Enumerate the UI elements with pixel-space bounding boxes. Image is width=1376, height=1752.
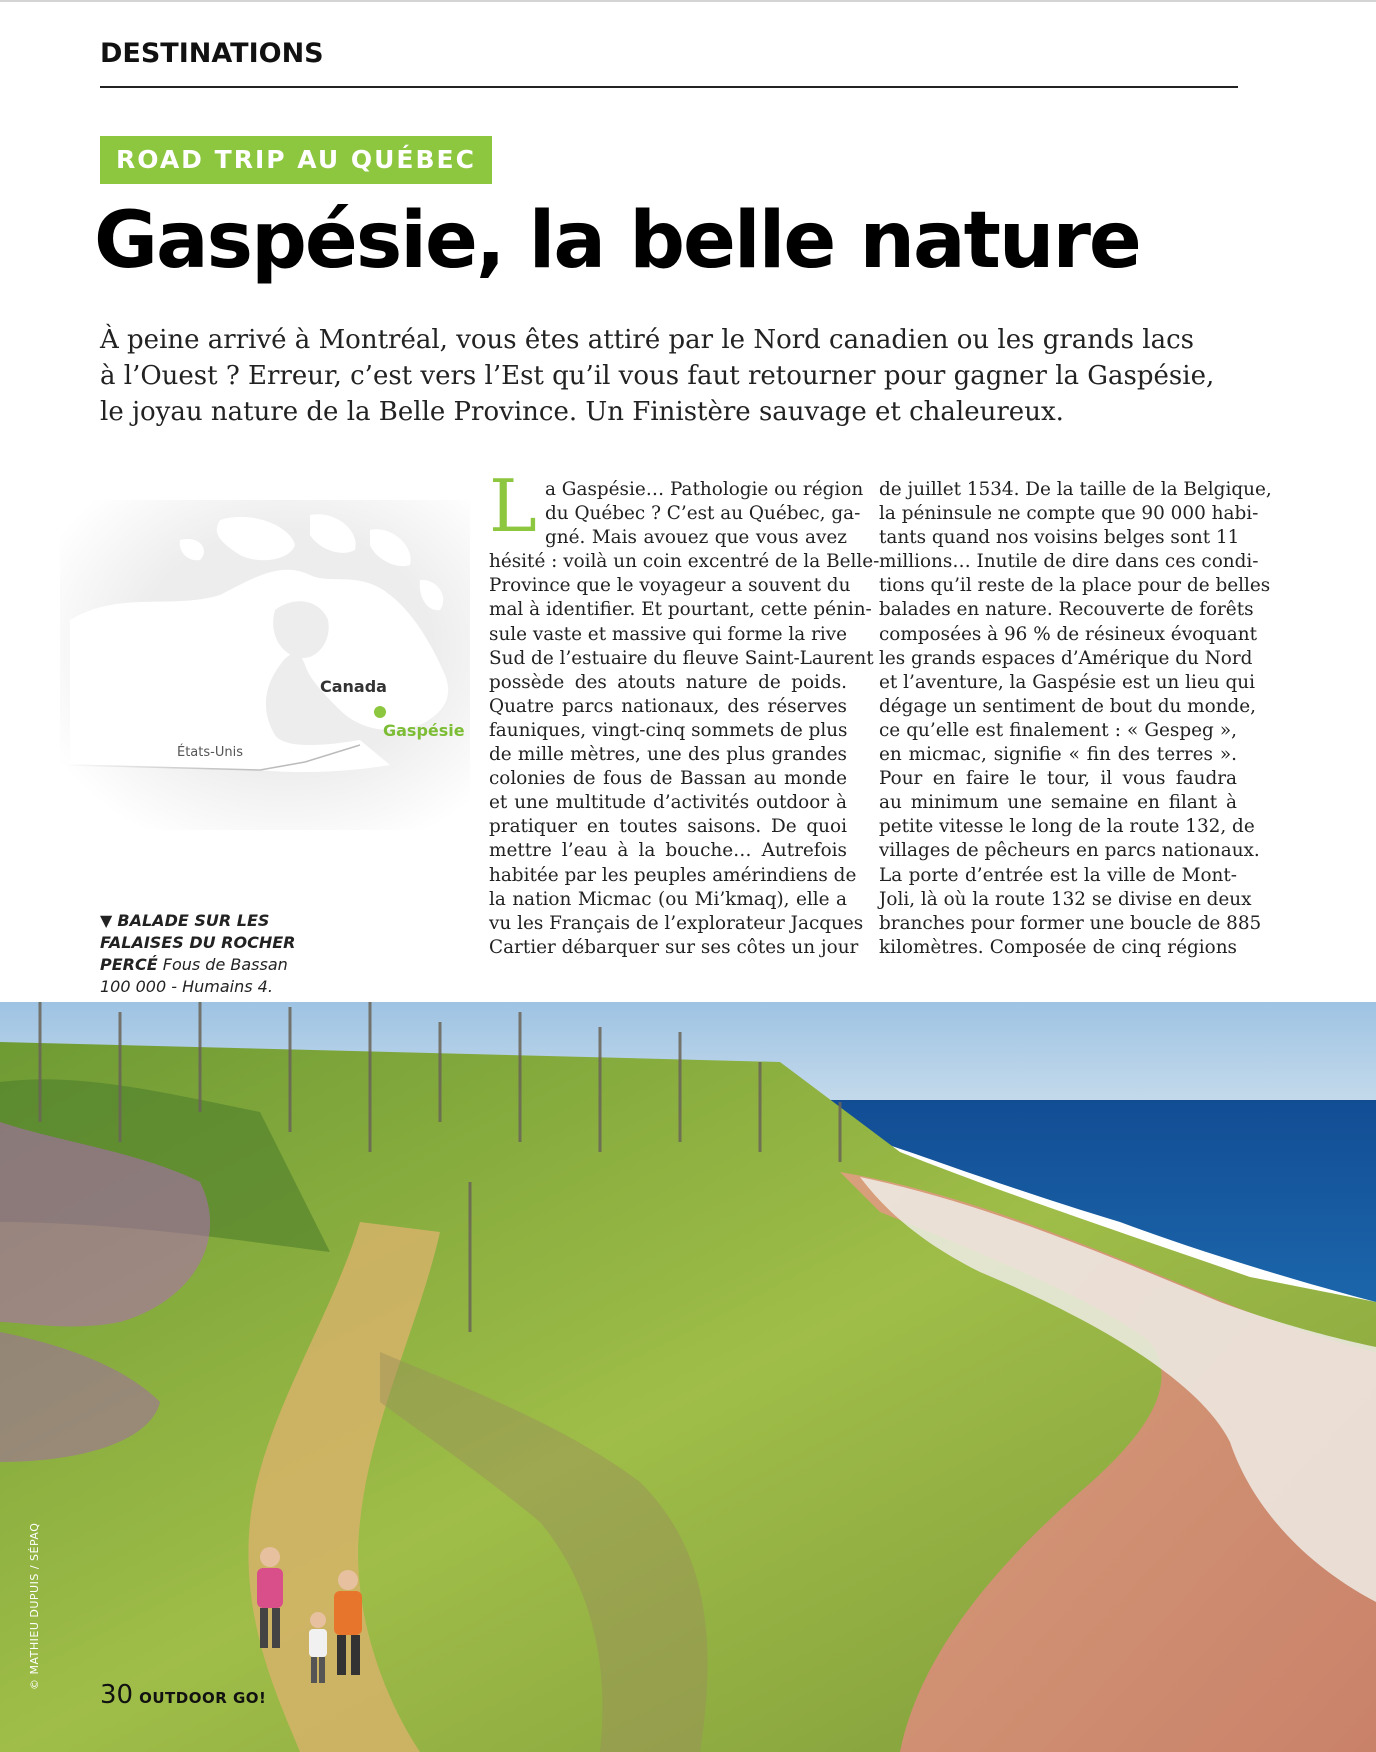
body-line: fauniques, vingt-cinq sommets de plus	[489, 719, 848, 741]
caption-marker: ▼	[100, 911, 113, 930]
caption-text: Fous de Bassan 100 000 - Humains 4.	[100, 955, 288, 996]
body-line: de juillet 1534. De la taille de la Belgique,	[879, 479, 1272, 500]
body-line: mettre l’eau à la bouche… Autrefois	[489, 840, 847, 862]
body-line: Cartier débarquer sur ses côtes un jour	[489, 936, 859, 958]
body-line: Sud de l’estuaire du fleuve Saint-Laurent	[489, 647, 874, 669]
body-line: du Québec ? C’est au Québec, ga-	[545, 503, 861, 525]
body-line: millions… Inutile de dire dans ces condi-	[879, 551, 1259, 573]
body-line: hésité : voilà un coin excentré de la Belle-	[489, 551, 880, 573]
intro-line: à l’Ouest ? Erreur, c’est vers l’Est qu’il vous faut retourner pour gagner la Gaspésie,	[100, 361, 1215, 391]
body-line: possède des atouts nature de poids.	[489, 671, 847, 693]
body-line: gné. Mais avouez que vous avez	[545, 527, 847, 549]
article-intro	[100, 322, 1250, 430]
map-label-canada: Canada	[320, 677, 387, 696]
body-line: la nation Micmac (ou Mi’kmaq), elle a	[489, 888, 847, 910]
body-line: Province que le voyageur a souvent du	[489, 575, 851, 597]
body-line: Joli, là où la route 132 se divise en deux	[879, 888, 1252, 910]
body-line: balades en nature. Recouverte de forêts	[879, 599, 1254, 621]
body-line: en micmac, signifie « fin des terres ».	[879, 744, 1237, 766]
hero-photo	[0, 1002, 1376, 1752]
body-line: sule vaste et massive qui forme la rive	[489, 623, 848, 645]
body-line: et une multitude d’activités outdoor à	[489, 792, 847, 814]
top-border	[0, 0, 1376, 2]
body-line: tants quand nos voisins belges sont 11	[879, 527, 1240, 549]
body-column-1	[489, 478, 880, 960]
body-column-2	[879, 478, 1272, 960]
section-label: DESTINATIONS	[100, 38, 324, 69]
caption-title: BALADE SUR LES FALAISES DU ROCHER PERCÉ	[100, 911, 296, 974]
body-line: et l’aventure, la Gaspésie est un lieu qui	[879, 671, 1255, 693]
body-line: a Gaspésie… Pathologie ou région	[545, 479, 864, 500]
photo-caption	[100, 910, 300, 998]
page-number: 30	[100, 1680, 134, 1710]
body-line: Quatre parcs nationaux, des réserves	[489, 695, 847, 717]
body-line: composées à 96 % de résineux évoquant	[879, 623, 1257, 645]
body-line: de mille mètres, une des plus grandes	[489, 744, 847, 766]
body-line: villages de pêcheurs en parcs nationaux.	[879, 840, 1260, 862]
body-line: mal à identifier. Et pourtant, cette pénin-	[489, 599, 872, 621]
body-line: branches pour former une boucle de 885	[879, 912, 1262, 934]
body-line: Pour en faire le tour, il vous faudra	[879, 768, 1237, 790]
body-line: ce qu’elle est finalement : « Gespeg »,	[879, 719, 1237, 741]
map-label-gaspesie: Gaspésie	[383, 721, 465, 740]
body-line: vu les Français de l’explorateur Jacques	[489, 912, 864, 934]
body-line: kilomètres. Composée de cinq régions	[879, 936, 1237, 958]
body-line: pratiquer en toutes saisons. De quoi	[489, 816, 847, 838]
header-rule	[100, 86, 1238, 88]
drop-cap: L	[489, 464, 537, 548]
kicker-badge: ROAD TRIP AU QUÉBEC	[100, 136, 492, 184]
page-footer	[100, 1680, 266, 1710]
intro-line: le joyau nature de la Belle Province. Un Finistère sauvage et chaleureux.	[100, 397, 1064, 427]
body-line: colonies de fous de Bassan au monde	[489, 768, 847, 790]
map-label-usa: États-Unis	[177, 745, 243, 760]
body-line: habitée par les peuples amérindiens de	[489, 864, 857, 886]
body-line: au minimum une semaine en filant à	[879, 792, 1237, 814]
body-line: dégage un sentiment de bout du monde,	[879, 695, 1257, 717]
photo-credit: © MATHIEU DUPUIS / SÉPAQ	[28, 1522, 41, 1690]
intro-line: À peine arrivé à Montréal, vous êtes attiré par le Nord canadien ou les grands lacs	[100, 325, 1194, 355]
article-title: Gaspésie, la belle nature	[94, 196, 1140, 286]
body-line: la péninsule ne compte que 90 000 habi-	[879, 503, 1259, 525]
body-line: La porte d’entrée est la ville de Mont-	[879, 864, 1237, 886]
location-map	[60, 500, 470, 830]
body-line: petite vitesse le long de la route 132, de	[879, 816, 1255, 838]
body-line: les grands espaces d’Amérique du Nord	[879, 647, 1253, 669]
gaspesie-marker	[374, 706, 386, 718]
body-line: tions qu’il reste de la place pour de belles	[879, 575, 1271, 597]
magazine-name: OUTDOOR GO!	[139, 1689, 267, 1707]
